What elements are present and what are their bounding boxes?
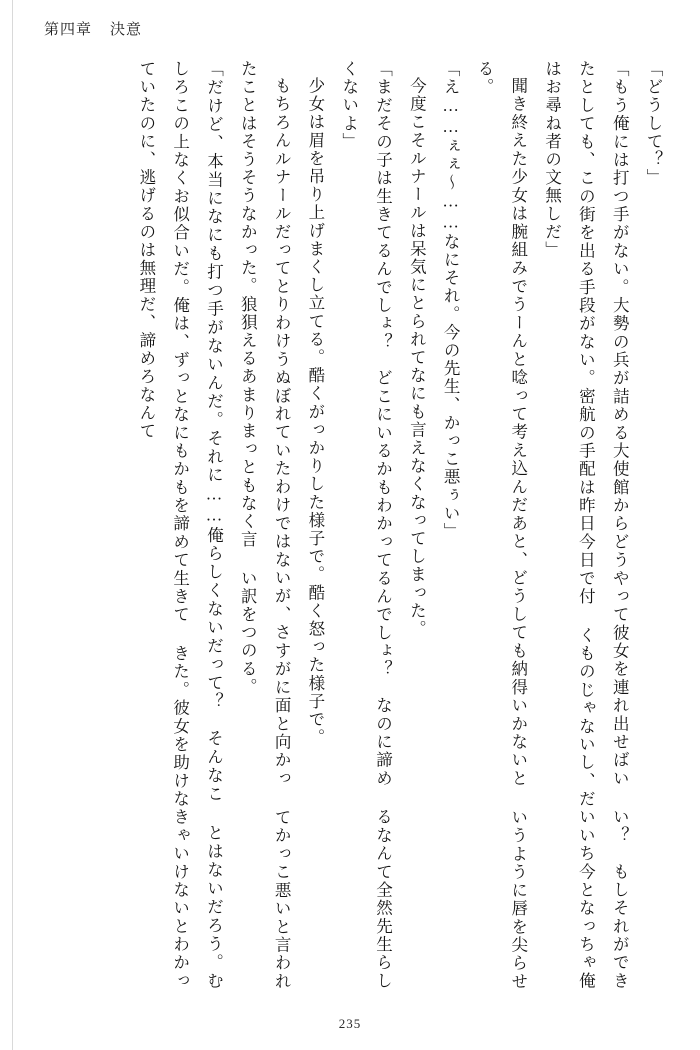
chapter-header (44, 18, 142, 39)
paragraph: 「まだその子は生きてるんでしょ？ どこにいるかもわかってるんでしょ？ なのに諦め るなんて全然先生らしくないよ」 (339, 60, 393, 990)
paragraph: 今度こそルナールは呆気にとられてなにも言えなくなってしまった。 (407, 76, 427, 638)
paragraph: もちろんルナールだってとりわけうぬぼれていたわけではないが、さすがに面と向かっ てかっこ悪いと言われたことはそうそうなかった。狼狽えるあまりまっともなく言 い訳をつのる。 (238, 60, 292, 990)
page-number: 235 (338, 1016, 362, 1031)
chapter-number: 第四章 (44, 22, 93, 38)
vertical-text-block (30, 60, 670, 990)
page-edge-line (12, 0, 13, 1050)
chapter-title: 決意 (110, 22, 143, 38)
paragraph: 「もう俺には打つ手がない。大勢の兵が詰める大使館からどうやって彼女を連れ出せばい い？ もしそれができたとしても、この街を出る手段がない。密航の手配は昨日今日で付 くものじゃないし、だいいち今となっちゃ俺はお尋ね者の文無しだ」 (542, 60, 630, 990)
body-text-area (30, 60, 670, 990)
paragraph: 聞き終えた少女は腕組みでうーんと唸って考え込んだあと、どうしても納得いかないと いうように唇を尖らせる。 (474, 60, 528, 990)
paragraph: 少女は眉を吊り上げまくし立てる。酷くがっかりした様子で。酷く怒った様子で。 (305, 76, 325, 747)
paragraph: 「え……ぇぇ～……なにそれ。今の先生、かっこ悪ぅい」 (441, 60, 461, 541)
paragraph: 「どうして？」 (644, 60, 663, 187)
paragraph: 「だけど、本当になにも打つ手がないんだ。それに……俺らしくないだって？ そんなこ とはないだろう。むしろこの上なくお似合いだ。俺は、ずっとなにもかもを諦めて生きて きた。彼女を助けなきゃいけないとわかっていたのに、逃げるのは無理だ、諦めろなんて (136, 60, 224, 990)
